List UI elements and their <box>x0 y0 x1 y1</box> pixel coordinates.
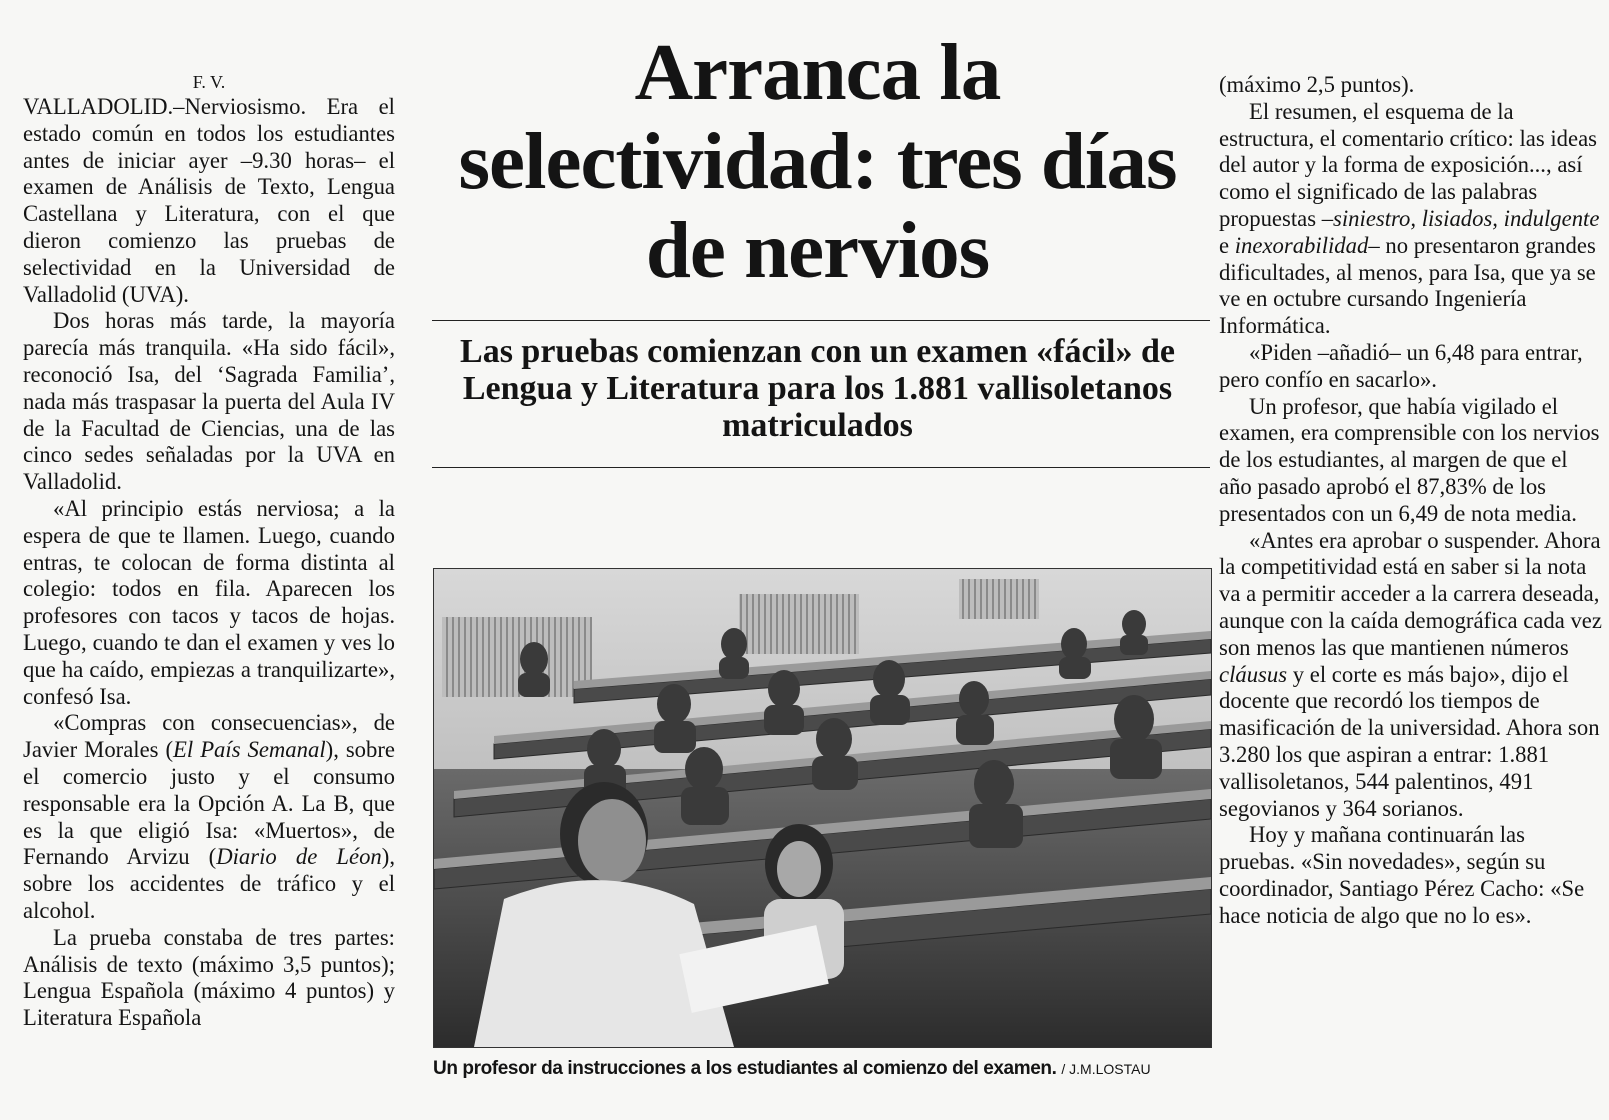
paragraph: (máximo 2,5 puntos). <box>1219 72 1415 97</box>
italic-words: siniestro, lisiados, indulgente <box>1333 205 1600 231</box>
rule-bottom <box>432 467 1210 468</box>
paragraph: Un profesor, que había vigilado el examen, era comprensible con los nervios de los estudiantes, al margen de que el año pasado aprobó el 87,83% de los presentados con un 6,49 de nota media. <box>1219 393 1600 526</box>
text-run: – no presentaron grandes dificultades, al menos, para Isa, que ya se ve en octubre cursando Ingeniería Informática. <box>1219 232 1596 339</box>
text-run: y el corte es más bajo», dijo el docente que recordó los tiempos de masificación de la universidad. Ahora son 3.280 los que aspiran a entrar: 1.881 vallisoletanos, 544 palentinos, 491 segovianos y 364 sorianos. <box>1219 661 1600 821</box>
paragraph: La prueba constaba de tres partes: Análisis de texto (máximo 3,5 puntos); Lengua Española (máximo 4 puntos) y Literatura Española <box>23 924 395 1031</box>
paragraph: VALLADOLID.–Nerviosismo. Era el estado común en todos los estudiantes antes de iniciar ayer –9.30 horas– el examen de Análisis de Texto, Lengua Castellana y Literatura, con el que dieron comienzo las pruebas de selectividad en la Universidad de Valladolid (UVA). <box>23 94 395 307</box>
photo-credit: / J.M.LOSTAU <box>1061 1061 1151 1077</box>
subheadline: Las pruebas comienzan con un examen «fácil» de Lengua y Literatura para los 1.881 vallisoletanos matriculados <box>460 333 1175 444</box>
text-run: e <box>1219 232 1235 258</box>
italic-words: cláusus <box>1219 661 1288 687</box>
text-run: El resumen, el esquema de la estructura, el comentario crítico: las ideas del autor y la forma de exposición..., así como el significado de las palabras propuestas – <box>1219 98 1597 231</box>
paragraph: «Al principio estás nerviosa; a la espera de que te llamen. Luego, cuando entras, te colocan de forma distinta al colegio: todos en fila. Aparecen los profesores con tacos y tacos de hojas. Luego, cuando te dan el examen y ves lo que ha caído, empiezas a tranquilizarte», confesó Isa. <box>23 495 395 709</box>
article-photo <box>433 568 1212 1048</box>
text-run: ), sobre los accidentes de tráfico y el alcohol. <box>23 844 395 923</box>
byline: F. V. <box>192 72 226 92</box>
rule-top <box>432 320 1210 321</box>
text-run: ), sobre el comercio justo y el consumo responsable era la Opción A. La B, que es la que eligió Isa: «Muertos», de Fernando Arvizu ( <box>23 737 395 870</box>
paragraph <box>23 710 395 924</box>
paragraph <box>1219 528 1604 823</box>
italic-words: inexorabilidad <box>1234 232 1369 258</box>
paragraph: Hoy y mañana continuarán las pruebas. «Sin novedades», según su coordinador, Santiago Pérez Cacho: «Se hace noticia de algo que no lo es». <box>1219 822 1585 928</box>
left-column <box>23 72 395 1032</box>
classroom-photo-illustration <box>434 569 1211 1047</box>
photo-caption <box>433 1057 1223 1081</box>
paragraph: «Piden –añadió– un 6,48 para entrar, pero confío en sacarlo». <box>1219 339 1583 392</box>
caption-text: Un profesor da instrucciones a los estudiantes al comienzo del examen. <box>433 1058 1057 1079</box>
text-run: «Compras con consecuencias», de Javier Morales ( <box>23 710 395 763</box>
headline: Arranca la selectividad: tres días de nervios <box>458 27 1177 295</box>
right-column <box>1219 72 1604 930</box>
paragraph: Dos horas más tarde, la mayoría parecía más tranquila. «Ha sido fácil», reconoció Isa, del ‘Sagrada Familia’, nada más traspasar la puerta del Aula IV de la Facultad de Ciencias, una de las cinco sedes señaladas por la UVA en Valladolid. <box>23 308 395 495</box>
text-run: «Antes era aprobar o suspender. Ahora la competitividad está en saber si la nota va a permitir acceder a la carrera deseada, aunque con la caída demográfica cada vez son menos las que mantienen números <box>1219 527 1602 660</box>
publication-name: Diario de Léon <box>216 844 382 870</box>
publication-name: El País Semanal <box>173 737 326 763</box>
paragraph <box>1219 99 1604 340</box>
